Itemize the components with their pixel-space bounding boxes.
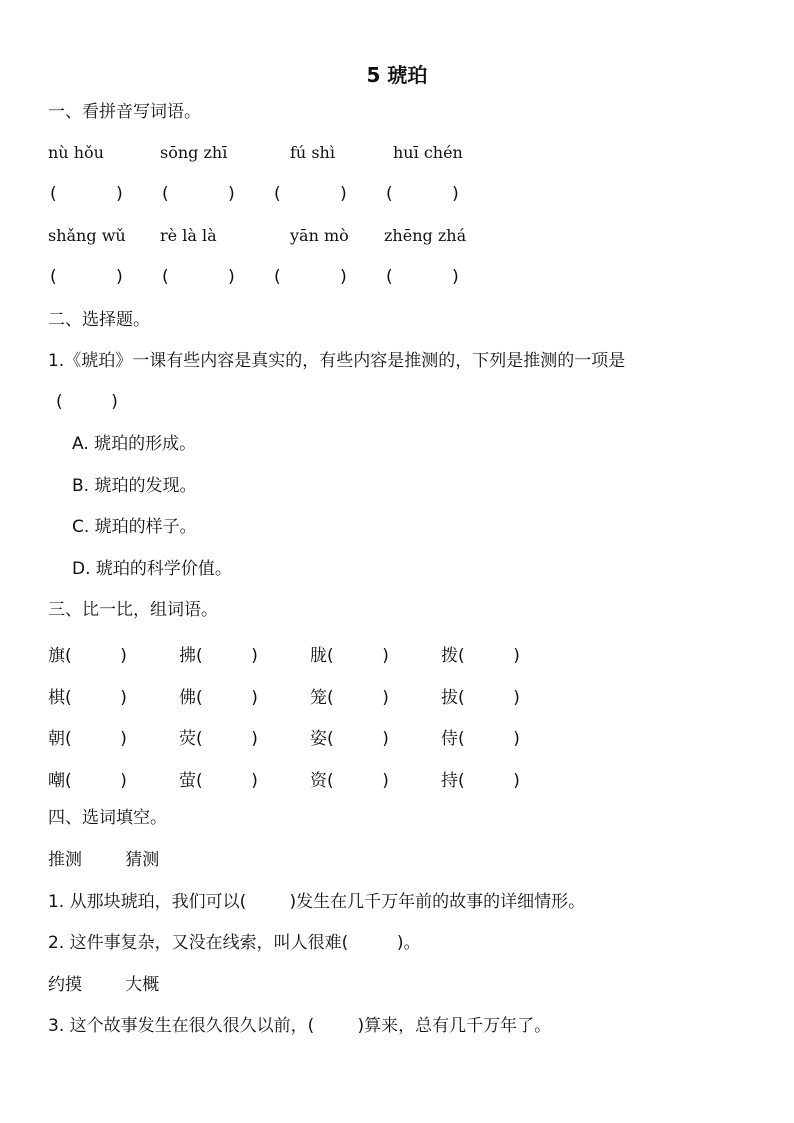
char-cell	[48, 766, 127, 791]
char-cell	[310, 766, 389, 791]
character: 旗	[48, 646, 65, 666]
character: 荧	[179, 729, 196, 749]
pinyin-7: yān mò	[290, 226, 349, 245]
answer-blank[interactable]: ( )	[196, 729, 258, 749]
char-cell	[48, 641, 127, 666]
answer-blank[interactable]: ( )	[65, 646, 127, 666]
char-cell	[441, 641, 520, 666]
pinyin-5: shǎng wǔ	[48, 226, 126, 245]
answer-blank[interactable]: ( )	[458, 646, 520, 666]
answer-blank[interactable]: ( )	[56, 392, 118, 412]
char-cell	[441, 724, 520, 749]
answer-blank[interactable]: ( )	[65, 729, 127, 749]
word-choices-2: 约摸 大概	[48, 975, 160, 995]
answer-blank[interactable]: ( )	[50, 267, 123, 287]
answer-blank[interactable]: ( )	[327, 771, 389, 791]
option-b[interactable]: B. 琥珀的发现。	[72, 476, 197, 496]
character: 朝	[48, 729, 65, 749]
char-cell	[310, 641, 389, 666]
answer-blank[interactable]: ( )	[196, 646, 258, 666]
answer-blank[interactable]: ( )	[327, 646, 389, 666]
answer-blank[interactable]: ( )	[65, 771, 127, 791]
pinyin-8: zhēng zhá	[384, 226, 467, 245]
char-cell	[179, 766, 258, 791]
pinyin-3: fú shì	[290, 143, 335, 162]
answer-blank[interactable]: ( )	[50, 184, 123, 204]
character: 胧	[310, 646, 327, 666]
option-a[interactable]: A. 琥珀的形成。	[72, 434, 197, 454]
character: 姿	[310, 729, 327, 749]
character: 笼	[310, 688, 327, 708]
answer-blank[interactable]: ( )	[327, 729, 389, 749]
answer-blank[interactable]: ( )	[196, 688, 258, 708]
char-cell	[310, 724, 389, 749]
character: 侍	[441, 729, 458, 749]
option-d[interactable]: D. 琥珀的科学价值。	[72, 559, 232, 579]
character: 佛	[179, 688, 196, 708]
char-cell	[48, 724, 127, 749]
character: 棋	[48, 688, 65, 708]
answer-blank[interactable]: ( )	[386, 184, 459, 204]
char-cell	[48, 683, 127, 708]
answer-blank[interactable]: ( )	[274, 267, 347, 287]
character: 资	[310, 771, 327, 791]
answer-blank[interactable]: ( )	[274, 184, 347, 204]
char-cell	[179, 724, 258, 749]
pinyin-1: nù hǒu	[48, 143, 104, 162]
character: 持	[441, 771, 458, 791]
word-choices-1: 推测 猜测	[48, 850, 160, 870]
char-cell	[310, 683, 389, 708]
character: 拨	[441, 646, 458, 666]
character: 拔	[441, 688, 458, 708]
pinyin-6: rè là là	[160, 226, 217, 245]
char-cell	[179, 641, 258, 666]
pinyin-4: huī chén	[393, 143, 463, 162]
answer-blank[interactable]: ( )	[162, 184, 235, 204]
question-1: 1.《琥珀》一课有些内容是真实的，有些内容是推测的，下列是推测的一项是	[48, 351, 626, 371]
pinyin-2: sōng zhī	[160, 143, 228, 162]
answer-blank[interactable]: ( )	[458, 688, 520, 708]
character: 拂	[179, 646, 196, 666]
section2-heading: 二、选择题。	[48, 310, 150, 330]
answer-blank[interactable]: ( )	[162, 267, 235, 287]
answer-blank[interactable]: ( )	[386, 267, 459, 287]
answer-blank[interactable]: ( )	[458, 729, 520, 749]
answer-blank[interactable]: ( )	[327, 688, 389, 708]
char-cell	[179, 683, 258, 708]
section3-heading: 三、比一比，组词语。	[48, 600, 218, 620]
section1-heading: 一、看拼音写词语。	[48, 102, 201, 122]
sentence-1[interactable]: 1. 从那块琥珀，我们可以( )发生在几千万年前的故事的详细情形。	[48, 892, 586, 912]
char-cell	[441, 766, 520, 791]
section4-heading: 四、选词填空。	[48, 808, 167, 828]
page-title: 5 琥珀	[366, 63, 428, 87]
character: 萤	[179, 771, 196, 791]
answer-blank[interactable]: ( )	[196, 771, 258, 791]
character: 嘲	[48, 771, 65, 791]
answer-blank[interactable]: ( )	[458, 771, 520, 791]
answer-blank[interactable]: ( )	[65, 688, 127, 708]
char-cell	[441, 683, 520, 708]
sentence-2[interactable]: 2. 这件事复杂，又没在线索，叫人很难( )。	[48, 933, 421, 953]
option-c[interactable]: C. 琥珀的样子。	[72, 517, 197, 537]
sentence-3[interactable]: 3. 这个故事发生在很久很久以前，( )算来，总有几千万年了。	[48, 1016, 552, 1036]
